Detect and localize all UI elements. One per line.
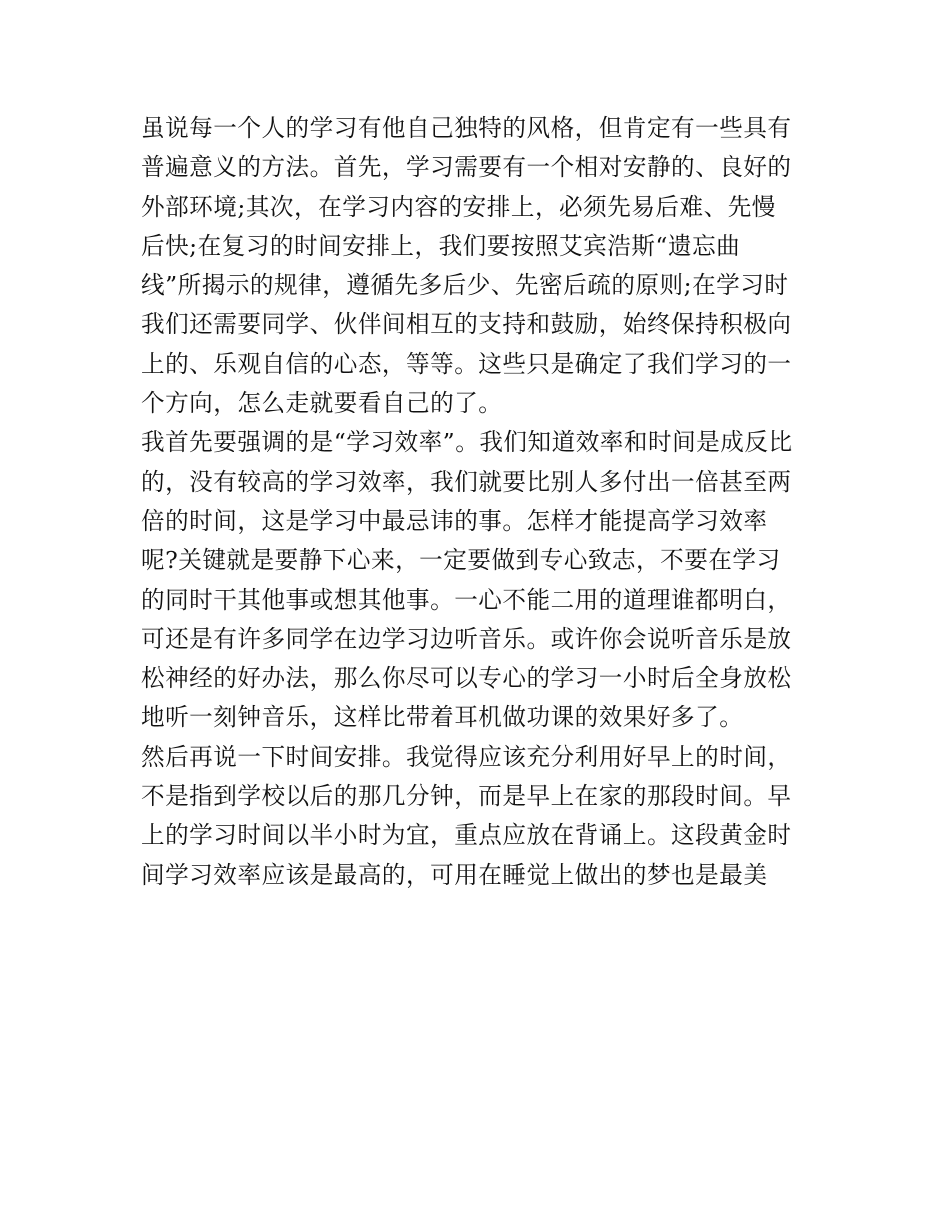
text-line: 外部环境;其次，在学习内容的安排上，必须先易后难、先慢 [141, 192, 776, 221]
text-line: 上的、乐观自信的心态，等等。这些只是确定了我们学习的一 [141, 349, 792, 378]
text-line: 上的学习时间以半小时为宜，重点应放在背诵上。这段黄金时 [141, 821, 792, 850]
text-line: 间学习效率应该是最高的，可用在睡觉上做出的梦也是最美 [141, 860, 768, 889]
text-line: 后快;在复习的时间安排上，我们要按照艾宾浩斯“遗忘曲 [141, 231, 741, 260]
text-line: 的，没有较高的学习效率，我们就要比别人多付出一倍甚至两 [141, 467, 792, 496]
body-text [141, 109, 831, 895]
text-line: 可还是有许多同学在边学习边听音乐。或许你会说听音乐是放 [141, 624, 792, 653]
text-line: 我首先要强调的是“学习效率”。我们知道效率和时间是成反比 [141, 428, 793, 457]
text-line: 普遍意义的方法。首先，学习需要有一个相对安静的、良好的 [141, 153, 792, 182]
text-line: 松神经的好办法，那么你尽可以专心的学习一小时后全身放松 [141, 664, 792, 693]
text-line: 的同时干其他事或想其他事。一心不能二用的道理谁都明白， [141, 585, 792, 614]
text-line: 线”所揭示的规律，遵循先多后少、先密后疏的原则;在学习时 [141, 271, 789, 300]
text-line: 不是指到学校以后的那几分钟，而是早上在家的那段时间。早 [141, 782, 792, 811]
text-line: 虽说每一个人的学习有他自己独特的风格，但肯定有一些具有 [141, 114, 792, 142]
text-line: 然后再说一下时间安排。我觉得应该充分利用好早上的时间， [141, 742, 792, 771]
text-line: 地听一刻钟音乐，这样比带着耳机做功课的效果好多了。 [141, 703, 744, 732]
text-line: 呢?关键就是要静下心来，一定要做到专心致志，不要在学习 [141, 546, 781, 575]
text-line: 倍的时间，这是学习中最忌讳的事。怎样才能提高学习效率 [141, 506, 768, 535]
text-line: 我们还需要同学、伙伴间相互的支持和鼓励，始终保持积极向 [141, 310, 792, 339]
text-line: 个方向，怎么走就要看自己的了。 [141, 389, 503, 418]
